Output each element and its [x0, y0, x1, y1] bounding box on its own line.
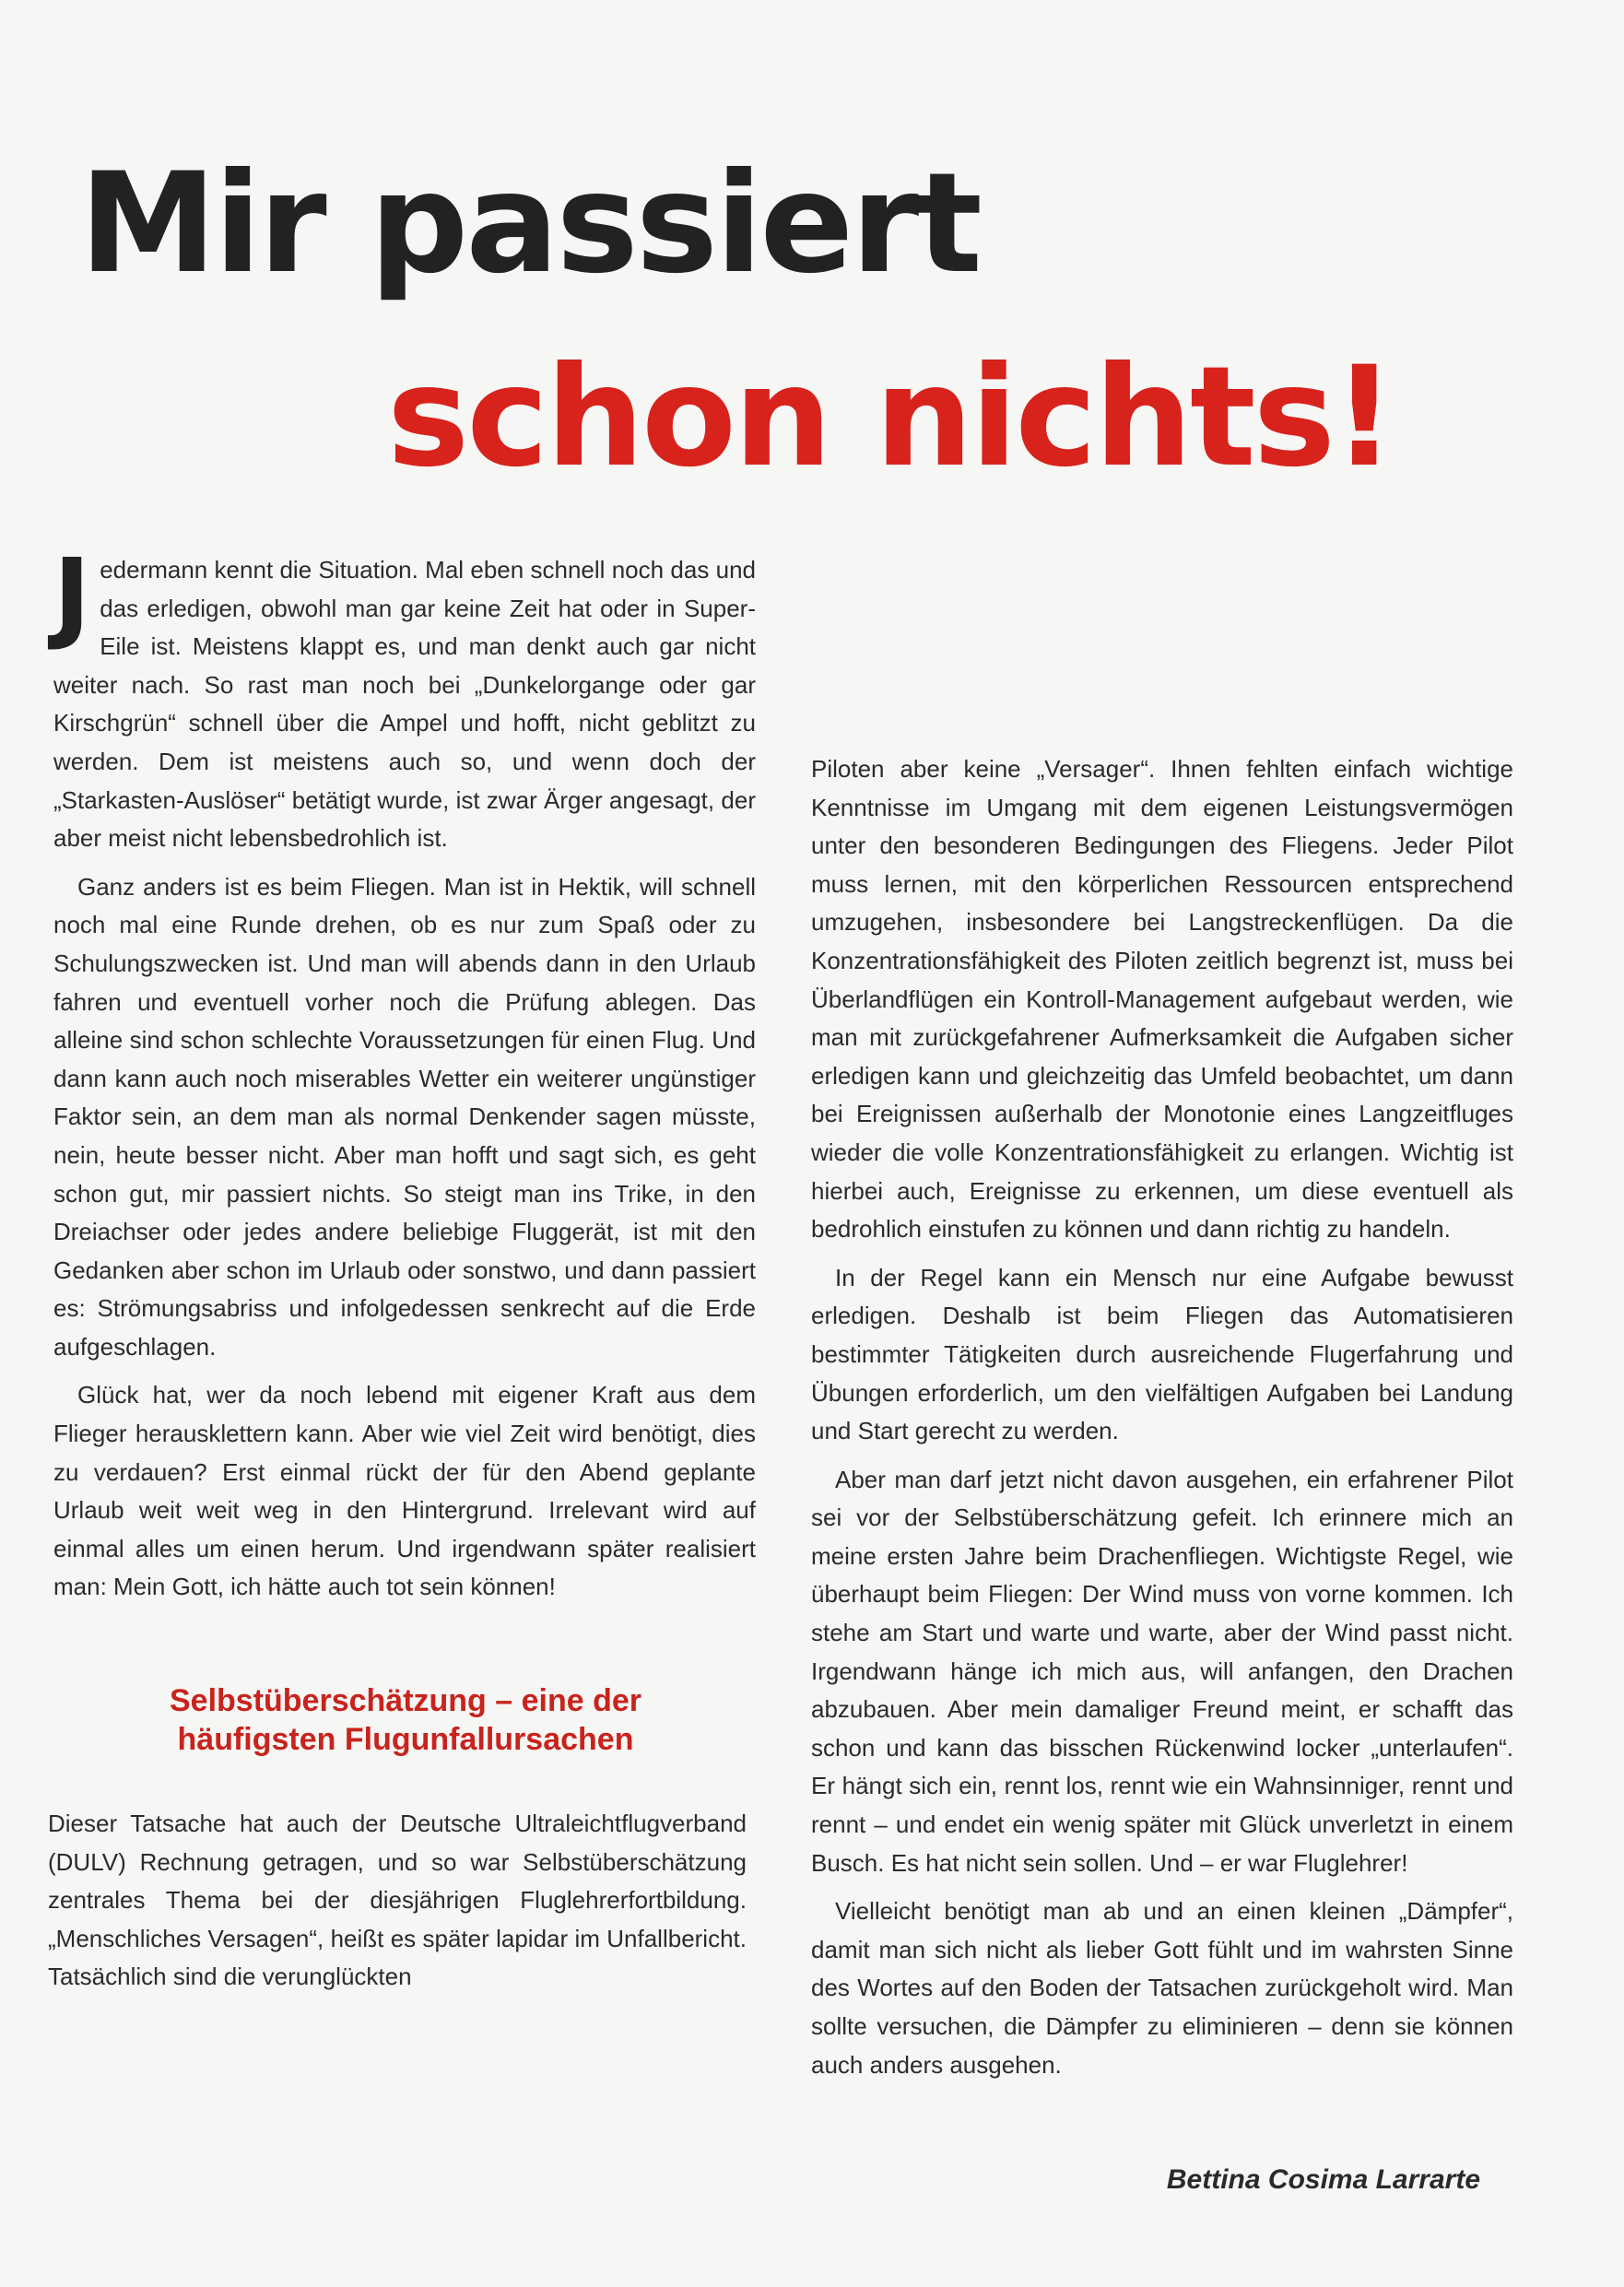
body-paragraph: In der Regel kann ein Mensch nur eine Aufgabe bewusst erledigen. Deshalb ist beim Fliegen das Automatisieren bestimmter Tätigkeiten durch ausreichende Flugerfahrung und Übungen erforderlich, um den vielfältigen Aufgaben bei Landung und Start gerecht zu werden. [811, 1263, 1513, 1445]
body-paragraph: Vielleicht benötigt man ab und an einen kleinen „Dämpfer“, damit man sich nicht als lieber Gott fühlt und im wahrsten Sinne des Wortes auf den Boden der Tatsachen zurückgeholt wird. Man sollte versuchen, die Dämpfer zu eliminieren – denn sie können auch anders ausgehen. [811, 1897, 1513, 2079]
article-column-right [811, 750, 1513, 2094]
body-paragraph: Piloten aber keine „Versager“. Ihnen fehlten einfach wichtige Kenntnisse im Umgang mit dem eigenen Leistungsvermögen unter den besonderen Bedingungen des Fliegens. Jeder Pilot muss lernen, mit den körperlichen Ressourcen entsprechend umzugehen, insbesondere bei Langstreckenflügen. Da die Konzentrationsfähigkeit des Piloten zeitlich begrenzt ist, muss bei Überlandflügen ein Kontroll-Management aufgebaut werden, wie man mit zurückgefahrener Aufmerksamkeit die Aufgaben sicher erledigen kann und gleichzeitig das Umfeld beobachtet, um dann bei Ereignissen außerhalb der Monotonie eines Langzeitfluges wieder die volle Konzentrationsfähigkeit zu erlangen. Wichtig ist hierbei auch, Ereignisse zu erkennen, um diese eventuell als bedrohlich einstufen zu können und dann richtig zu handeln. [811, 755, 1513, 1244]
body-paragraph: Dieser Tatsache hat auch der Deutsche Ultraleichtflugverband (DULV) Rechnung getragen, und so war Selbstüberschätzung zentrales Thema bei der diesjährigen Fluglehrerfortbildung. „Menschliches Versagen“, heißt es später lapidar im Unfallbericht. Tatsächlich sind die verunglückten [48, 1810, 747, 1991]
intro-paragraph [53, 538, 756, 858]
article-column-left [53, 538, 756, 1617]
subhead-line-2: häufigsten Flugunfallursachen [177, 1722, 634, 1757]
subhead-line-1: Selbstüberschätzung – eine der [169, 1683, 642, 1718]
intro-text: edermann kennt die Situation. Mal eben schnell noch das und das erledigen, obwohl man gar keine Zeit hat oder in Super-Eile ist. Meistens klappt es, und man denkt auch gar nicht weiter nach. So rast man noch bei „Dunkelorgange oder gar Kirschgrün“ schnell über die Ampel und hofft, nicht geblitzt zu werden. Dem ist meistens auch so, und wenn doch der „Starkasten-Auslöser“ betätigt wurde, ist zwar Ärger angesagt, der aber meist nicht lebensbedrohlich ist. [53, 556, 756, 853]
section-subheading [74, 1681, 737, 1759]
drop-cap: J [53, 538, 91, 654]
body-paragraph: Aber man darf jetzt nicht davon ausgehen, ein erfahrener Pilot sei vor der Selbstüberschätzung gefeit. Ich erinnere mich an meine ersten Jahre beim Drachenfliegen. Wichtigste Regel, wie überhaupt beim Fliegen: Der Wind muss von vorne kommen. Ich stehe am Start und warte und warte, aber der Wind passt nicht. Irgendwann hänge ich mich aus, will anfangen, den Drachen abzubauen. Aber mein damaliger Freund meint, er schafft das schon und kann das bisschen Rückenwind locker „unterlaufen“. Er hängt sich ein, rennt los, rennt wie ein Wahnsinniger, rennt und rennt – und endet ein wenig später mit Glück unverletzt in einem Busch. Es hat nicht sein sollen. Und – er war Fluglehrer! [811, 1465, 1513, 1877]
article-column-left-lower [48, 1805, 747, 2007]
headline-line-1: Mir passiert [79, 144, 980, 304]
body-paragraph: Ganz anders ist es beim Fliegen. Man ist in Hektik, will schnell noch mal eine Runde drehen, ob es nur zum Spaß oder zu Schulungszwecken ist. Und man will abends dann in den Urlaub fahren und eventuell vorher noch die Prüfung ablegen. Das alleine sind schon schlechte Voraussetzungen für einen Flug. Und dann kann auch noch miserables Wetter ein weiterer ungünstiger Faktor sein, an dem man als normal Denkender sagen müsste, nein, heute besser nicht. Aber man hofft und sagt sich, es geht schon gut, mir passiert nichts. So steigt man ins Trike, in den Dreiachser oder jedes andere beliebige Fluggerät, ist mit den Gedanken aber schon im Urlaub oder sonstwo, und dann passiert es: Strömungsabriss und infolgedessen senkrecht auf die Erde aufgeschlagen. [53, 872, 756, 1361]
body-paragraph: Glück hat, wer da noch lebend mit eigener Kraft aus dem Flieger herausklettern kann. Aber wie viel Zeit wird benötigt, dies zu verdauen? Erst einmal rückt der für den Abend geplante Urlaub weit weit weg in den Hintergrund. Irrelevant wird auf einmal alles um einen herum. Und irgendwann später realisiert man: Mein Gott, ich hätte auch tot sein können! [53, 1381, 756, 1601]
author-byline: Bettina Cosima Larrarte [1166, 2164, 1480, 2195]
headline-line-2: schon nichts! [387, 337, 1394, 498]
